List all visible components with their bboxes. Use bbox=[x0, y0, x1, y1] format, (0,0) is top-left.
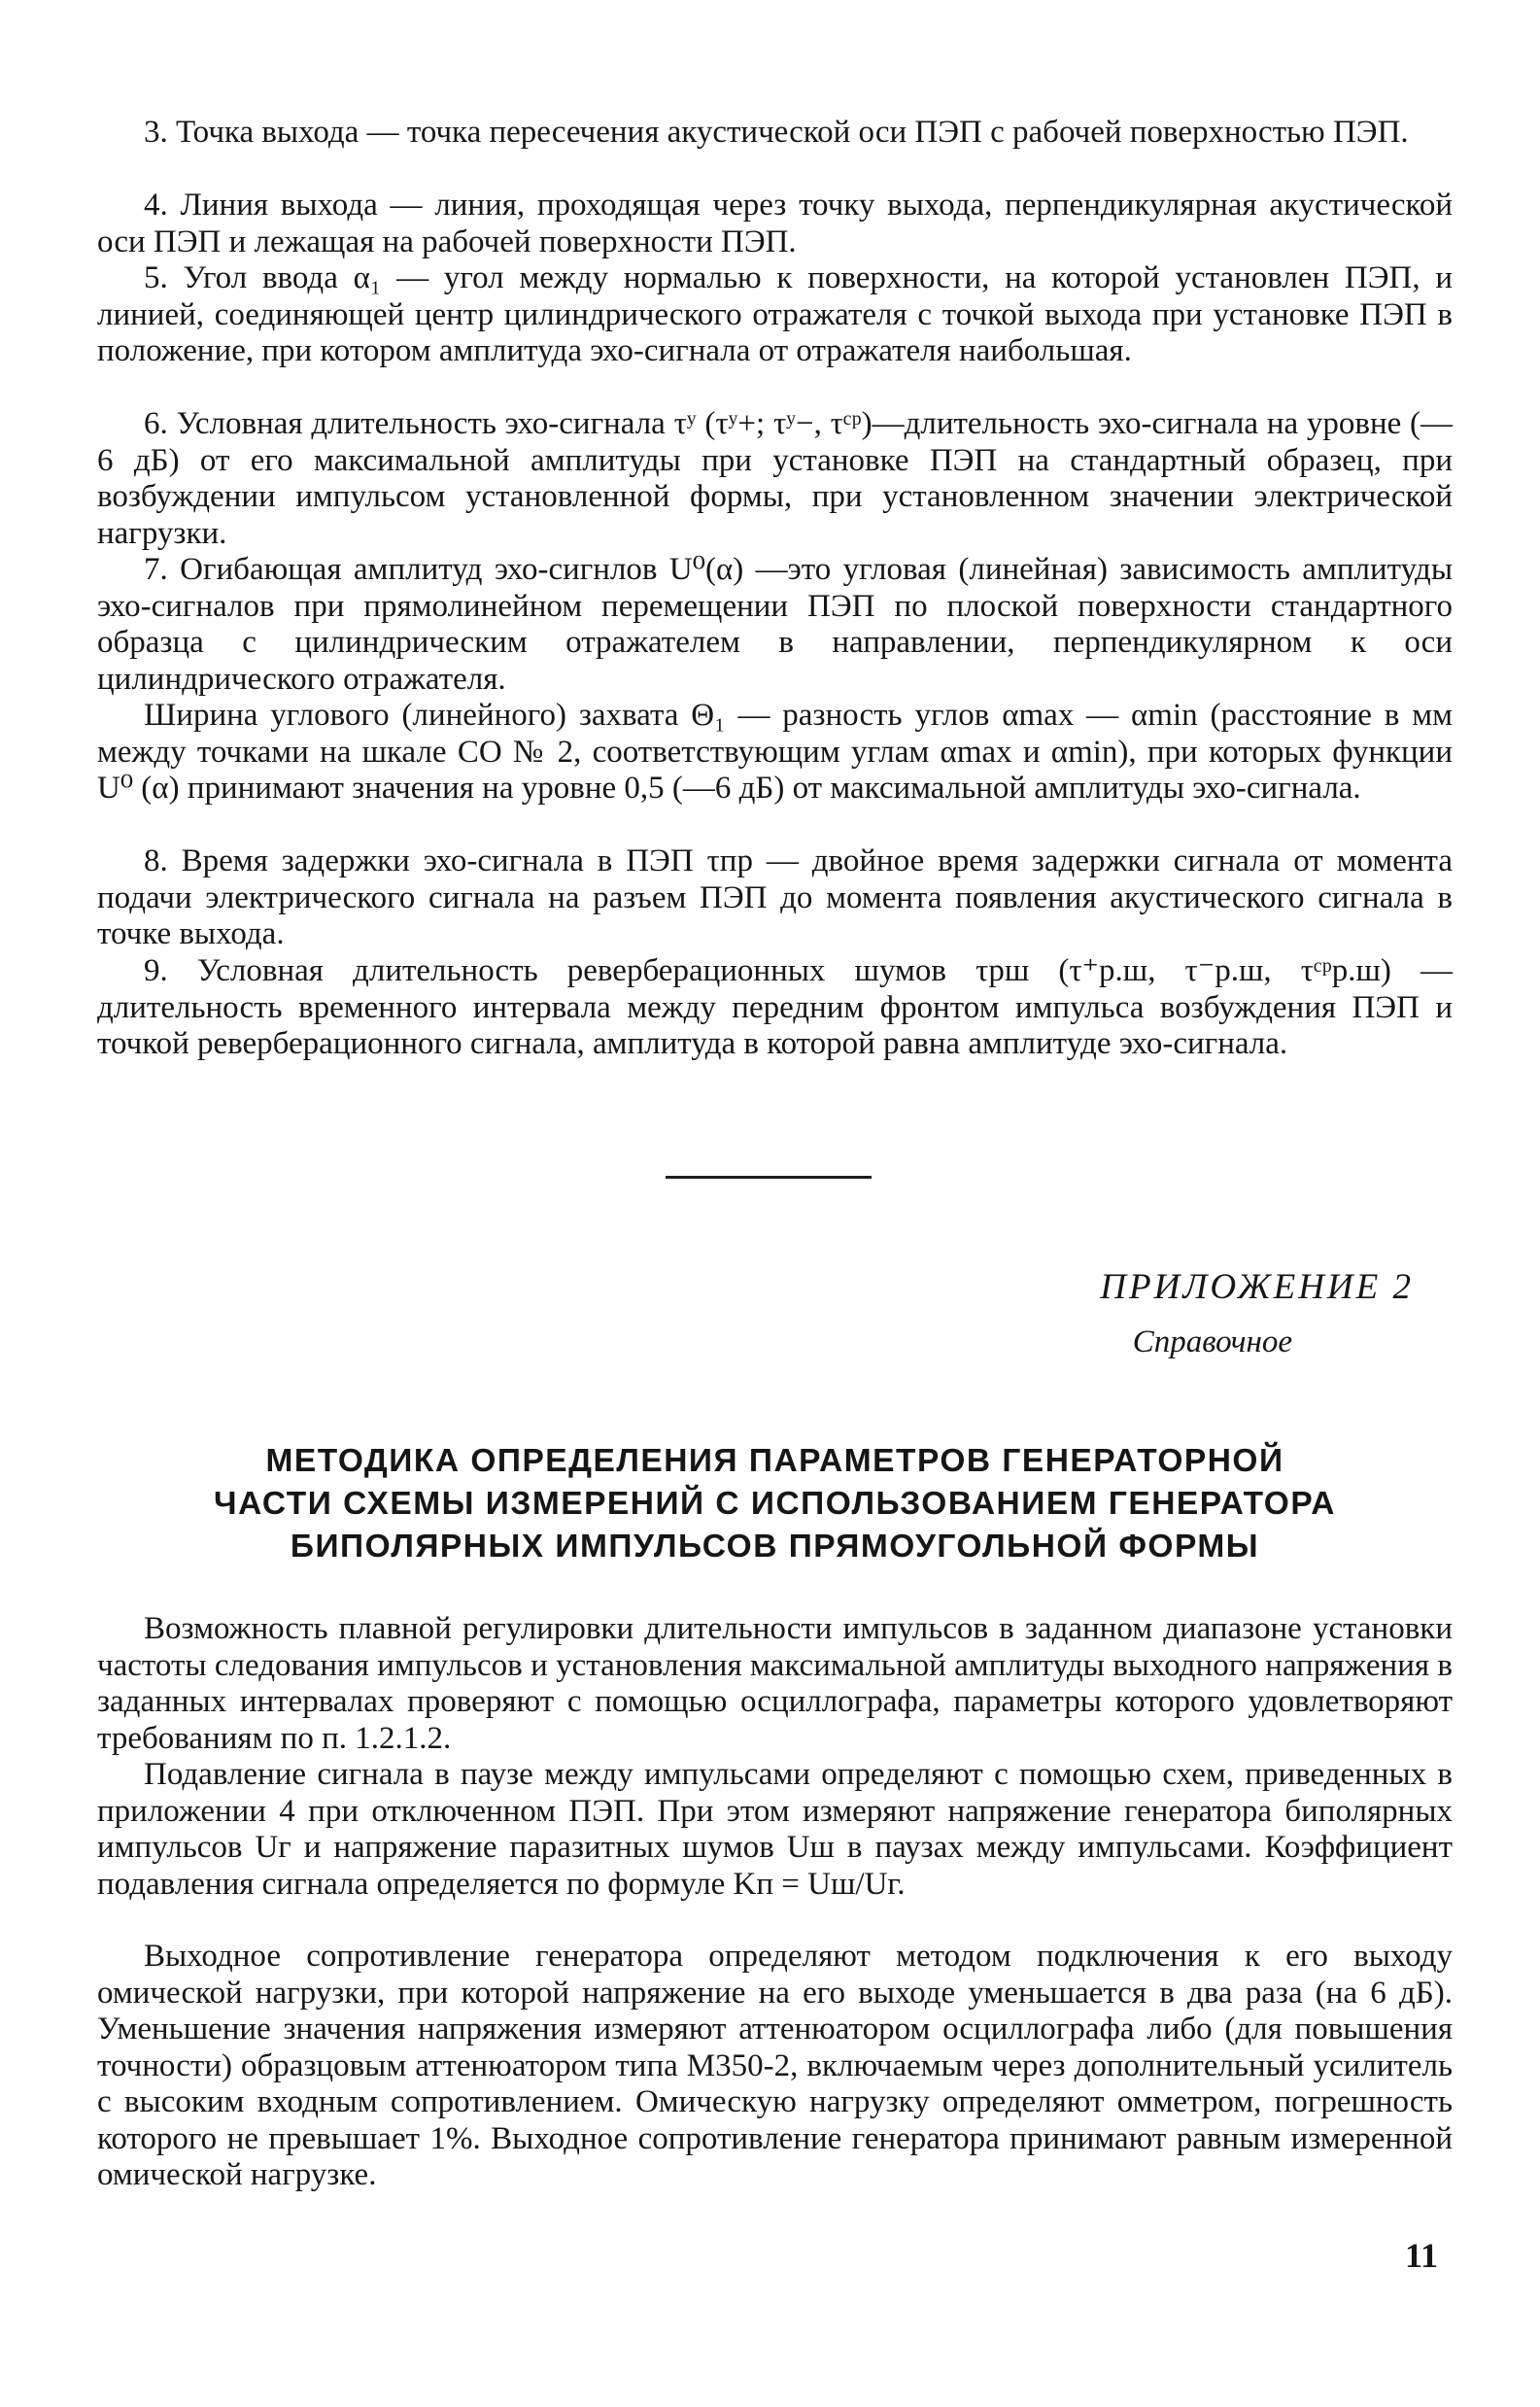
appendix-title-line: ЧАСТИ СХЕМЫ ИЗМЕРЕНИЙ С ИСПОЛЬЗОВАНИЕМ ГЕНЕРАТОРА bbox=[214, 1486, 1336, 1522]
definition-4: 4. Линия выхода — линия, проходящая через точку выхода, перпендикулярная акустической оси ПЭП и лежащая на рабочей поверхности ПЭП. bbox=[97, 188, 1453, 259]
appendix-paragraph-2: Подавление сигнала в паузе между импульсами определяют с помощью схем, приведенных в приложении 4 при отключенном ПЭП. При этом измеряют напряжение генератора биполярных импульсов Uг и напряжение паразитных шумов Uш в паузах между импульсами. Коэффициент подавления сигнала определяется по формуле Kп = Uш/Uг. bbox=[97, 1757, 1453, 1902]
appendix-label: ПРИЛОЖЕНИЕ 2 bbox=[1100, 1267, 1414, 1307]
section-divider bbox=[666, 1176, 872, 1179]
definition-7-capture-width: Ширина углового (линейного) захвата Θ₁ — разность углов αmax — αmin (расстояние в мм между точками на шкале СО № 2, соответствующим углам αmax и αmin), при которых функции U⁰ (α) принимают значения на уровне 0,5 (—6 дБ) от максимальной амплитуды эхо-сигнала. bbox=[97, 698, 1453, 806]
appendix-paragraph-1: Возможность плавной регулировки длительности импульсов в заданном диапазоне установки частоты следования импульсов и установления максимальной амплитуды выходного напряжения в заданных интервалах проверяют с помощью осциллографа, параметры которого удовлетворяют требованиям по п. 1.2.1.2. bbox=[97, 1611, 1453, 1756]
definition-8: 8. Время задержки эхо-сигнала в ПЭП τпр — двойное время задержки сигнала от момента подачи электрического сигнала на разъем ПЭП до момента появления акустического сигнала в точке выхода. bbox=[97, 843, 1453, 951]
definition-9: 9. Условная длительность реверберационных шумов τрш (τ⁺р.ш, τ⁻р.ш, τᶜᵖр.ш) — длительность временного интервала между передним фронтом импульса возбуждения ПЭП и точкой реверберационного сигнала, амплитуда в которой равна амплитуде эхо-сигнала. bbox=[97, 953, 1453, 1061]
definition-3: 3. Точка выхода — точка пересечения акустической оси ПЭП с рабочей поверхностью ПЭП. bbox=[144, 115, 1409, 150]
appendix-title-line: БИПОЛЯРНЫХ ИМПУЛЬСОВ ПРЯМОУГОЛЬНОЙ ФОРМЫ bbox=[290, 1529, 1260, 1565]
appendix-sublabel: Справочное bbox=[1132, 1324, 1292, 1359]
definition-7: 7. Огибающая амплитуд эхо-сигнлов U⁰(α) —это угловая (линейная) зависимость амплитуды эхо-сигналов при прямолинейном перемещении ПЭП по плоской поверхности стандартного образца с цилиндрическим отражателем в направлении, перпендикулярном к оси цилиндрического отражателя. bbox=[97, 552, 1453, 697]
page-number: 11 bbox=[1404, 2236, 1438, 2275]
definition-6: 6. Условная длительность эхо-сигнала τʸ (τʸ+; τʸ−, τᶜᵖ)—длительность эхо-сигнала на уровне (—6 дБ) от его максимальной амплитуды при установке ПЭП на стандартный образец, при возбуждении импульсом установленной формы, при установленном значении электрической нагрузки. bbox=[97, 406, 1453, 551]
definition-5: 5. Угол ввода α₁ — угол между нормалью к поверхности, на которой установлен ПЭП, и линией, соединяющей центр цилиндрического отражателя с точкой выхода при установке ПЭП в положение, при котором амплитуда эхо-сигнала от отражателя наибольшая. bbox=[97, 260, 1453, 368]
appendix-paragraph-3: Выходное сопротивление генератора определяют методом подключения к его выходу омической нагрузки, при которой напряжение на его выходе уменьшается в два раза (на 6 дБ). Уменьшение значения напряжения измеряют аттенюатором осциллографа либо (для повышения точности) образцовым аттенюатором типа М350-2, включаемым через дополнительный усилитель с высоким входным сопротивлением. Омическую нагрузку определяют омметром, погрешность которого не превышает 1%. Выходное сопротивление генератора принимают равным измеренной омической нагрузке. bbox=[97, 1939, 1453, 2192]
appendix-title-line: МЕТОДИКА ОПРЕДЕЛЕНИЯ ПАРАМЕТРОВ ГЕНЕРАТОРНОЙ bbox=[265, 1443, 1284, 1479]
appendix-title bbox=[146, 1440, 1404, 1568]
